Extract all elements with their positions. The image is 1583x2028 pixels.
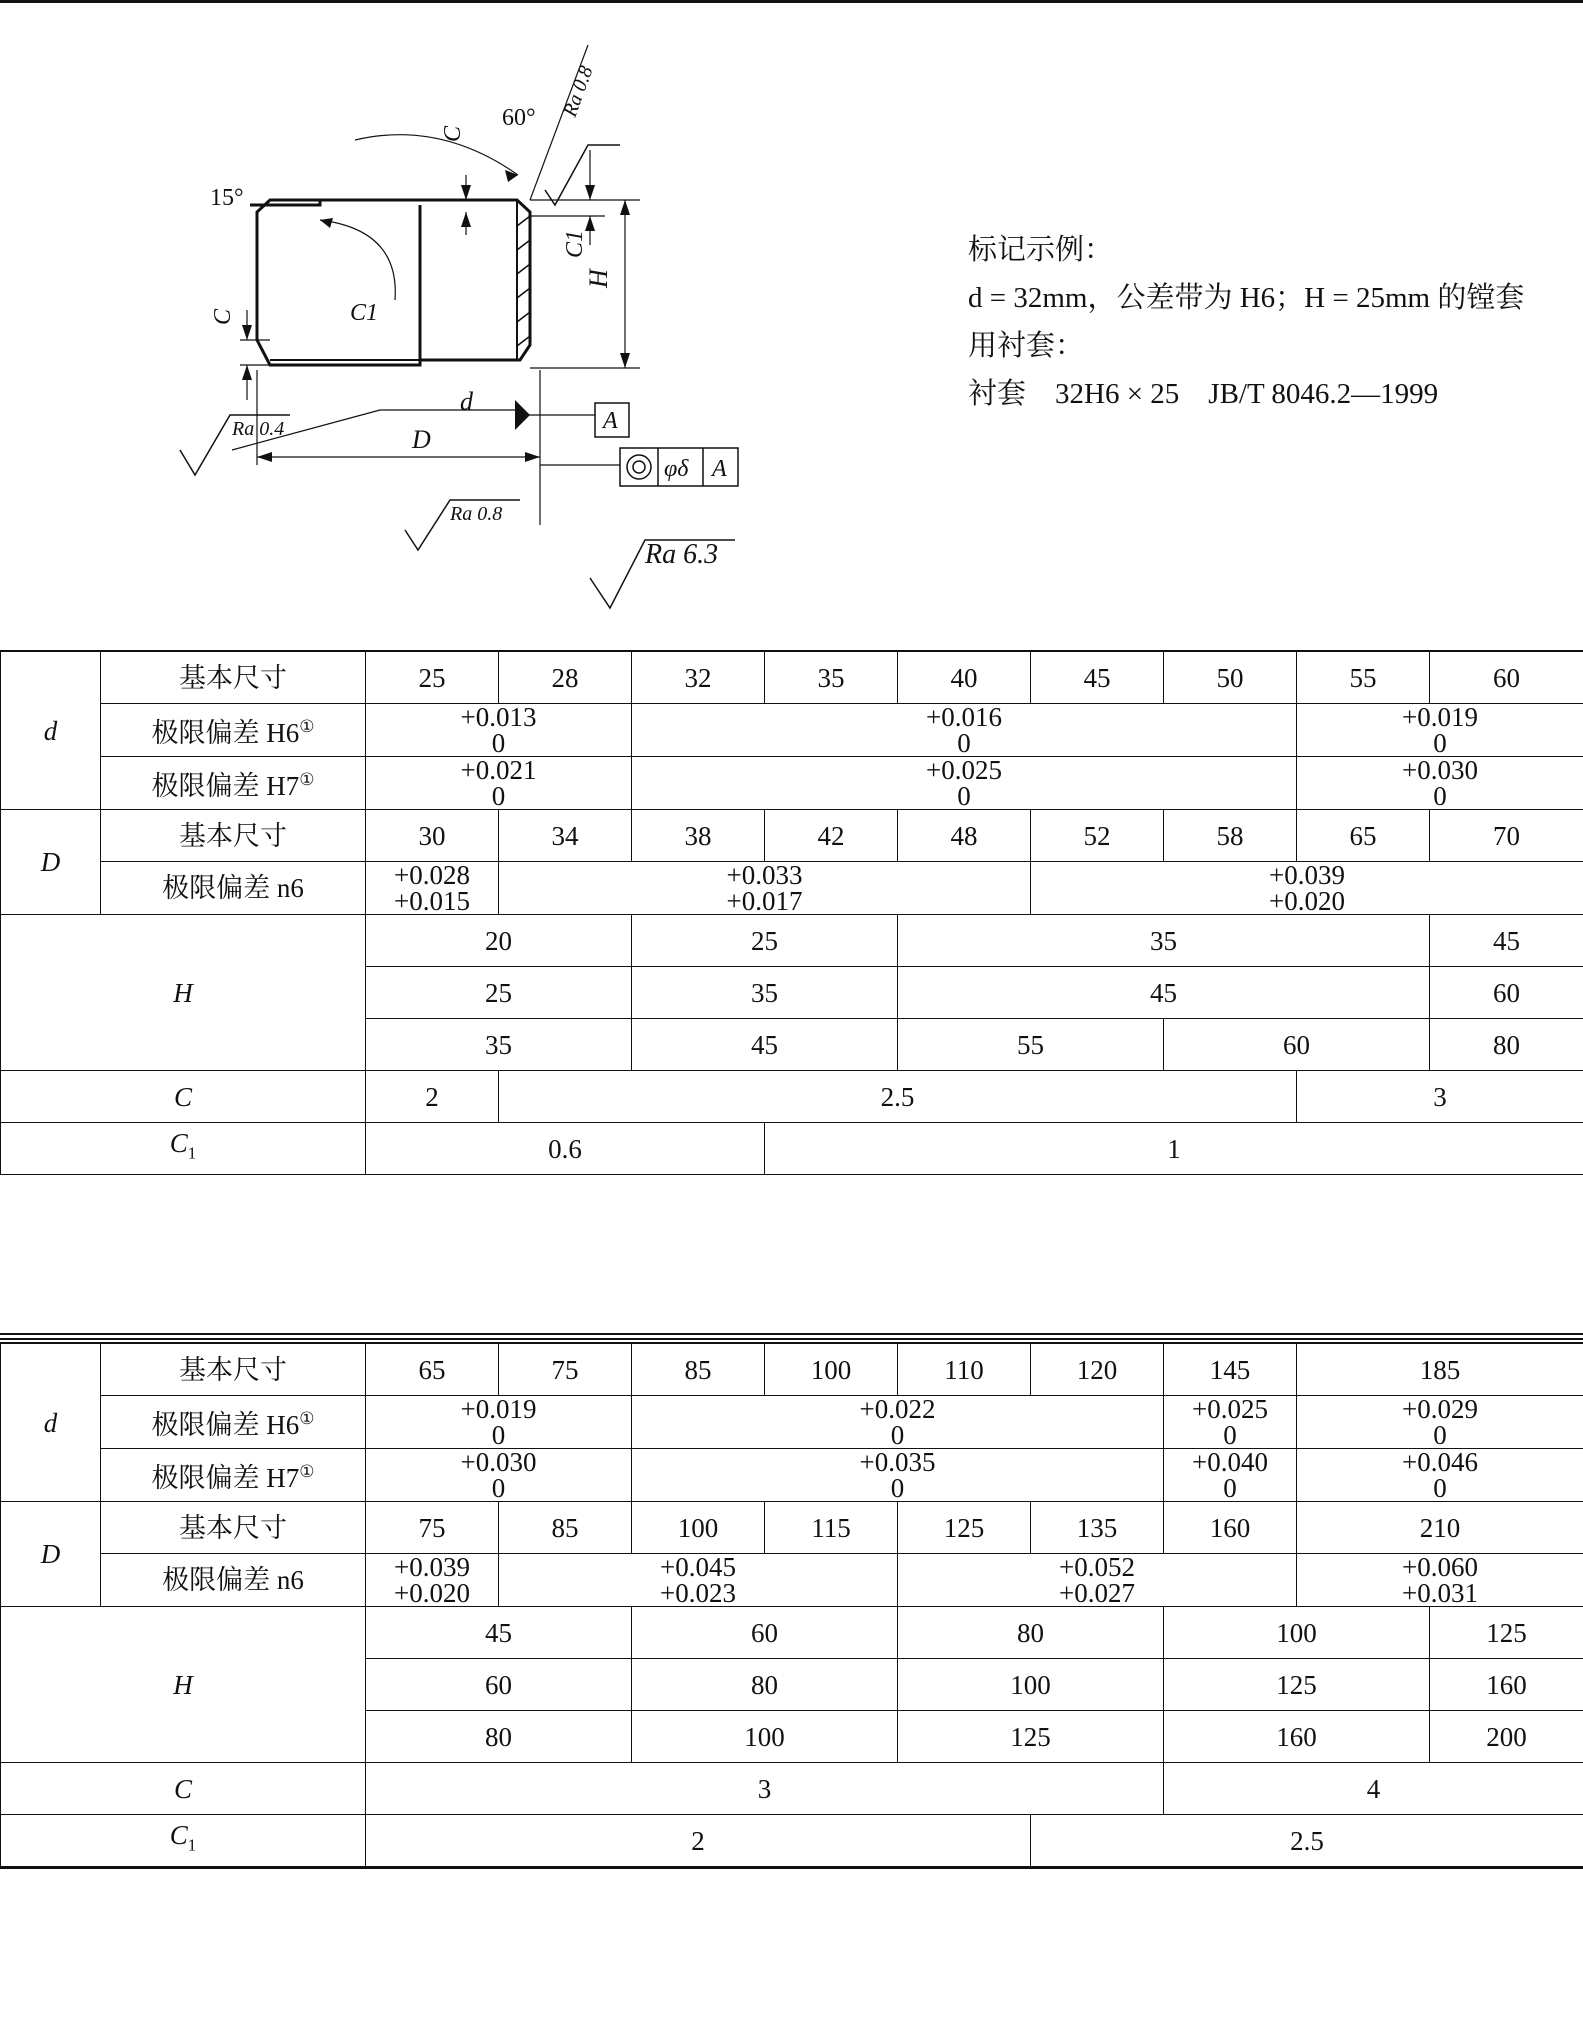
top-rule <box>0 0 1583 3</box>
cell: 38 <box>632 810 765 862</box>
c1-inner-label: C1 <box>350 300 379 326</box>
cell: 3 <box>366 1763 1164 1815</box>
cell: 0.6 <box>366 1123 765 1175</box>
cell: 28 <box>499 651 632 704</box>
cell: 200 <box>1430 1711 1583 1763</box>
d-dim-label: d <box>460 387 473 416</box>
cell: +0.035 0 <box>632 1449 1164 1502</box>
cell: 45 <box>898 967 1430 1019</box>
cell: 40 <box>898 651 1031 704</box>
cell: 75 <box>366 1502 499 1554</box>
basic-size-label: 基本尺寸 <box>101 1502 366 1554</box>
basic-size-label: 基本尺寸 <box>101 651 366 704</box>
cell: +0.052 +0.027 <box>898 1554 1297 1607</box>
cell: 100 <box>898 1659 1164 1711</box>
note-line-2: d = 32mm，公差带为 H6；H = 25mm 的镗套 <box>968 282 1525 314</box>
angle-60-label: 60° <box>502 105 536 131</box>
datum-label: A <box>603 408 618 434</box>
table-separator <box>0 1333 1583 1340</box>
cell: +0.045 +0.023 <box>499 1554 898 1607</box>
row-group-H: H <box>1 1607 366 1763</box>
cell: +0.028 +0.015 <box>366 862 499 915</box>
cell: 80 <box>1430 1019 1583 1071</box>
row-group-d: d <box>1 1343 101 1502</box>
h6-deviation-label: 极限偏差 H6① <box>101 1396 366 1449</box>
cell: 120 <box>1031 1343 1164 1396</box>
c-left-label: C <box>210 308 236 325</box>
cell: 2.5 <box>499 1071 1297 1123</box>
cell: +0.040 0 <box>1164 1449 1297 1502</box>
cell: 60 <box>366 1659 632 1711</box>
cell: 80 <box>632 1659 898 1711</box>
bushing-drawing <box>150 30 790 630</box>
cell: 1 <box>765 1123 1583 1175</box>
cell: 60 <box>1430 651 1583 704</box>
cell: +0.029 0 <box>1297 1396 1583 1449</box>
D-dim-label: D <box>412 425 431 454</box>
cell: 45 <box>1031 651 1164 704</box>
cell: 4 <box>1164 1763 1583 1815</box>
cell: +0.046 0 <box>1297 1449 1583 1502</box>
row-label-C1: $C_1$ <box>1 1815 366 1868</box>
dimension-table-2 <box>0 1342 1583 1869</box>
cell: 160 <box>1164 1502 1297 1554</box>
cell: 45 <box>366 1607 632 1659</box>
n6-deviation-label: 极限偏差 n6 <box>101 862 366 915</box>
cell: 125 <box>898 1502 1031 1554</box>
note-line-1: 标记示例： <box>968 234 1114 266</box>
ra-top-label: Ra 0.8 <box>559 63 598 120</box>
cell: 60 <box>632 1607 898 1659</box>
cell: 100 <box>632 1711 898 1763</box>
cell: +0.019 0 <box>1297 704 1583 757</box>
cell: 125 <box>1430 1607 1583 1659</box>
cell: +0.030 0 <box>1297 757 1583 810</box>
cell: 3 <box>1297 1071 1583 1123</box>
cell: 210 <box>1297 1502 1583 1554</box>
cell: +0.025 0 <box>1164 1396 1297 1449</box>
cell: 25 <box>366 967 632 1019</box>
cell: 145 <box>1164 1343 1297 1396</box>
h7-deviation-label: 极限偏差 H7① <box>101 757 366 810</box>
basic-size-label: 基本尺寸 <box>101 810 366 862</box>
cell: +0.060 +0.031 <box>1297 1554 1583 1607</box>
note-line-4: 衬套 32H6 × 25 JB/T 8046.2—1999 <box>968 378 1439 410</box>
cell: 52 <box>1031 810 1164 862</box>
cell: +0.019 0 <box>366 1396 632 1449</box>
row-label-C: C <box>1 1071 366 1123</box>
cell: 100 <box>765 1343 898 1396</box>
row-label-C: C <box>1 1763 366 1815</box>
cell: 48 <box>898 810 1031 862</box>
h-dim-label: H <box>584 269 613 288</box>
c1-side-label: C1 <box>562 229 588 258</box>
dimension-table-1 <box>0 650 1583 1175</box>
cell: +0.033 +0.017 <box>499 862 1031 915</box>
cell: 60 <box>1164 1019 1430 1071</box>
cell: 2.5 <box>1031 1815 1583 1868</box>
cell: 25 <box>632 915 898 967</box>
cell: 50 <box>1164 651 1297 704</box>
row-group-D: D <box>1 1502 101 1607</box>
cell: 58 <box>1164 810 1297 862</box>
c-top-label: C <box>440 125 466 142</box>
cell: +0.021 0 <box>366 757 632 810</box>
cell: 45 <box>1430 915 1583 967</box>
cell: +0.030 0 <box>366 1449 632 1502</box>
note-line-3: 用衬套： <box>968 330 1085 362</box>
cell: 185 <box>1297 1343 1583 1396</box>
cell: 35 <box>898 915 1430 967</box>
cell: +0.022 0 <box>632 1396 1164 1449</box>
cell: 55 <box>898 1019 1164 1071</box>
cell: +0.025 0 <box>632 757 1297 810</box>
angle-15-label: 15° <box>210 185 244 211</box>
ra-bottom-label: Ra 0.8 <box>450 503 503 525</box>
cell: 125 <box>1164 1659 1430 1711</box>
row-group-d: d <box>1 651 101 810</box>
marking-example <box>968 226 1568 418</box>
roughness-symbol-top <box>545 145 620 205</box>
cell: 65 <box>366 1343 499 1396</box>
ra-left-label: Ra 0.4 <box>232 418 285 440</box>
cell: +0.013 0 <box>366 704 632 757</box>
cell: 70 <box>1430 810 1583 862</box>
basic-size-label: 基本尺寸 <box>101 1343 366 1396</box>
cell: 85 <box>632 1343 765 1396</box>
cell: 42 <box>765 810 898 862</box>
cell: 35 <box>765 651 898 704</box>
cell: 80 <box>898 1607 1164 1659</box>
cell: 60 <box>1430 967 1583 1019</box>
h6-deviation-label: 极限偏差 H6① <box>101 704 366 757</box>
cell: 80 <box>366 1711 632 1763</box>
cell: 2 <box>366 1815 1031 1868</box>
section-hatch <box>517 216 530 346</box>
cell: +0.039 +0.020 <box>366 1554 499 1607</box>
cell: 25 <box>366 651 499 704</box>
cell: 135 <box>1031 1502 1164 1554</box>
cell: 160 <box>1164 1711 1430 1763</box>
cell: 125 <box>898 1711 1164 1763</box>
cell: 20 <box>366 915 632 967</box>
cell: 160 <box>1430 1659 1583 1711</box>
cell: 55 <box>1297 651 1430 704</box>
cell: 35 <box>632 967 898 1019</box>
cell: 65 <box>1297 810 1430 862</box>
row-label-C1: $C_1$ <box>1 1123 366 1175</box>
bushing-outline <box>250 200 530 365</box>
cell: 85 <box>499 1502 632 1554</box>
cell: 32 <box>632 651 765 704</box>
cell: 115 <box>765 1502 898 1554</box>
ra-general-label: Ra 6.3 <box>645 539 719 570</box>
cell: +0.016 0 <box>632 704 1297 757</box>
fcf-tolerance-label: φδ <box>664 456 689 482</box>
cell: 2 <box>366 1071 499 1123</box>
row-group-D: D <box>1 810 101 915</box>
cell: 30 <box>366 810 499 862</box>
cell: 45 <box>632 1019 898 1071</box>
h7-deviation-label: 极限偏差 H7① <box>101 1449 366 1502</box>
cell: +0.039 +0.020 <box>1031 862 1583 915</box>
fcf-datum-label: A <box>712 456 727 482</box>
cell: 35 <box>366 1019 632 1071</box>
n6-deviation-label: 极限偏差 n6 <box>101 1554 366 1607</box>
cell: 100 <box>1164 1607 1430 1659</box>
cell: 75 <box>499 1343 632 1396</box>
cell: 100 <box>632 1502 765 1554</box>
row-group-H: H <box>1 915 366 1071</box>
cell: 110 <box>898 1343 1031 1396</box>
cell: 34 <box>499 810 632 862</box>
